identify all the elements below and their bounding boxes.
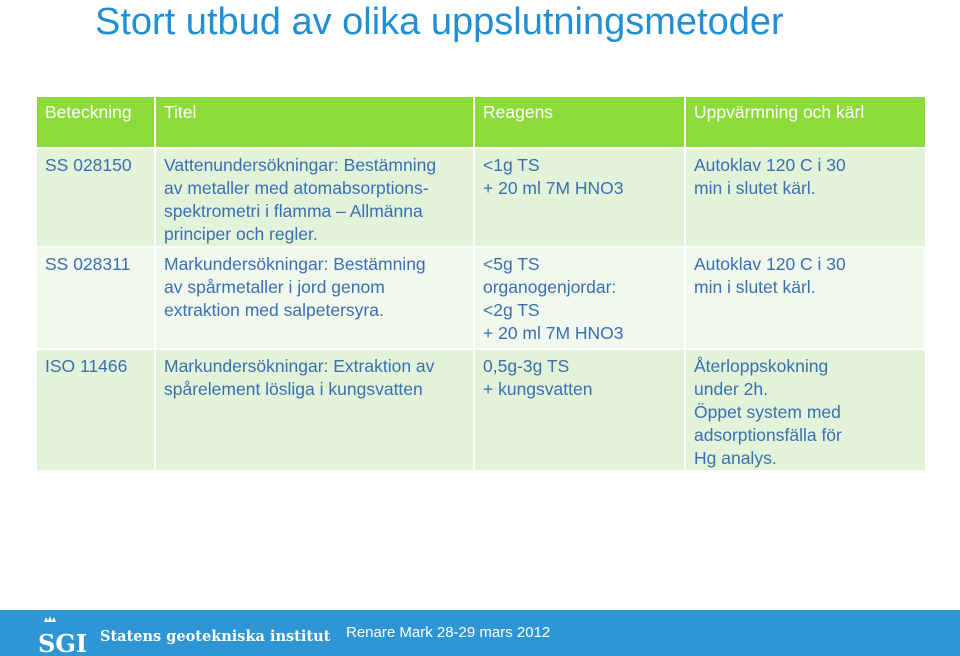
header-uppvarmning: Uppvärmning och kärl [685,96,926,148]
header-reagens: Reagens [474,96,685,148]
sgi-logo [30,614,331,656]
table-header-row [36,96,926,148]
cell-reagent: <1g TS + 20 ml 7M HNO3 [474,148,685,247]
table-row [36,349,926,471]
slide-title: Stort utbud av olika uppslutningsmetoder [95,1,784,43]
cell-code: SS 028150 [36,148,155,247]
cell-code: SS 028311 [36,247,155,349]
cell-heating: Autoklav 120 C i 30 min i slutet kärl. [685,247,926,349]
cell-reagent: 0,5g-3g TS + kungsvatten [474,349,685,471]
logo-institute-name: Statens geotekniska institut [100,628,331,645]
sgi-crown-icon [30,614,94,656]
cell-title: Markundersökningar: Extraktion av spårelement lösliga i kungsvatten [155,349,474,471]
cell-heating: Autoklav 120 C i 30 min i slutet kärl. [685,148,926,247]
cell-title: Vattenundersökningar: Bestämning av metaller med atomabsorptions- spektrometri i flamma – Allmänna principer och regler. [155,148,474,247]
cell-title: Markundersökningar: Bestämning av spårmetaller i jord genom extraktion med salpetersyra. [155,247,474,349]
table-row [36,148,926,247]
table-row [36,247,926,349]
footer-event-text: Renare Mark 28-29 mars 2012 [346,624,551,641]
sgi-logo-letters: SGI [38,629,88,656]
methods-table [35,95,927,472]
cell-code: ISO 11466 [36,349,155,471]
header-beteckning: Beteckning [36,96,155,148]
header-titel: Titel [155,96,474,148]
footer-bar [0,610,960,656]
cell-heating: Återloppskokning under 2h. Öppet system med adsorptionsfälla för Hg analys. [685,349,926,471]
cell-reagent: <5g TS organogenjordar: <2g TS + 20 ml 7M HNO3 [474,247,685,349]
